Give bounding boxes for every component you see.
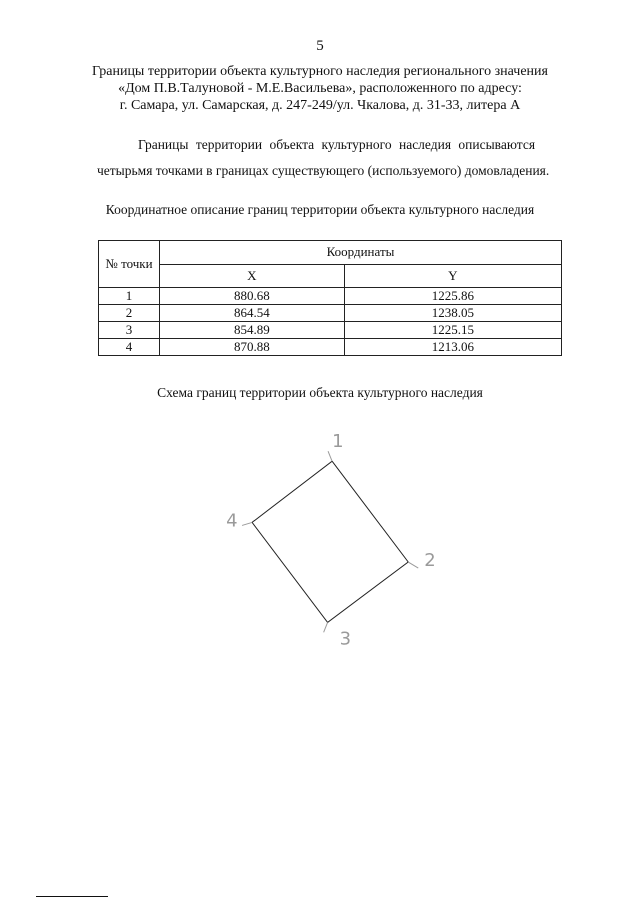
cell-point: 3 [99,322,160,339]
point-ticks [242,451,418,632]
header-x: X [160,264,345,288]
paragraph-line-1: Границы территории объекта культурного наследия описываются [138,137,536,152]
point-label-2: 2 [424,550,436,572]
scheme-caption: Схема границ территории объекта культурного наследия [157,385,483,400]
cell-point: 4 [99,339,160,356]
cell-y: 1238.05 [344,305,561,322]
cell-point: 2 [99,305,160,322]
cell-x: 870.88 [160,339,345,356]
point-label-4: 4 [226,510,238,532]
header-point-number: № точки [99,241,160,288]
cell-x: 864.54 [160,305,345,322]
point-tick-1 [328,451,332,461]
title-line-3: г. Самара, ул. Самарская, д. 247-249/ул. Чкалова, д. 31-33, литера А [119,98,521,113]
point-label-1: 1 [332,431,344,453]
cell-x: 880.68 [160,288,345,305]
cell-point: 1 [99,288,160,305]
point-tick-4 [242,522,252,525]
point-tick-2 [408,562,418,568]
header-y: Y [344,264,561,288]
point-labels [226,431,436,649]
title-line-2: «Дом П.В.Талуновой - М.Е.Васильева», расположенного по адресу: [118,81,522,96]
boundary-polygon [252,461,408,622]
header-coordinates: Координаты [160,241,562,265]
page-number: 5 [316,38,324,54]
point-tick-3 [324,622,328,632]
cell-y: 1225.15 [344,322,561,339]
cell-y: 1213.06 [344,339,561,356]
cell-y: 1225.86 [344,288,561,305]
footnote-rule [36,896,108,897]
cell-x: 854.89 [160,322,345,339]
point-label-3: 3 [339,628,352,650]
title-line-1: Границы территории объекта культурного наследия регионального значения [92,64,548,79]
table-caption: Координатное описание границ территории объекта культурного наследия [105,202,535,217]
paragraph-line-2: четырьмя точками в границах существующего (используемого) домовладения. [97,163,550,178]
